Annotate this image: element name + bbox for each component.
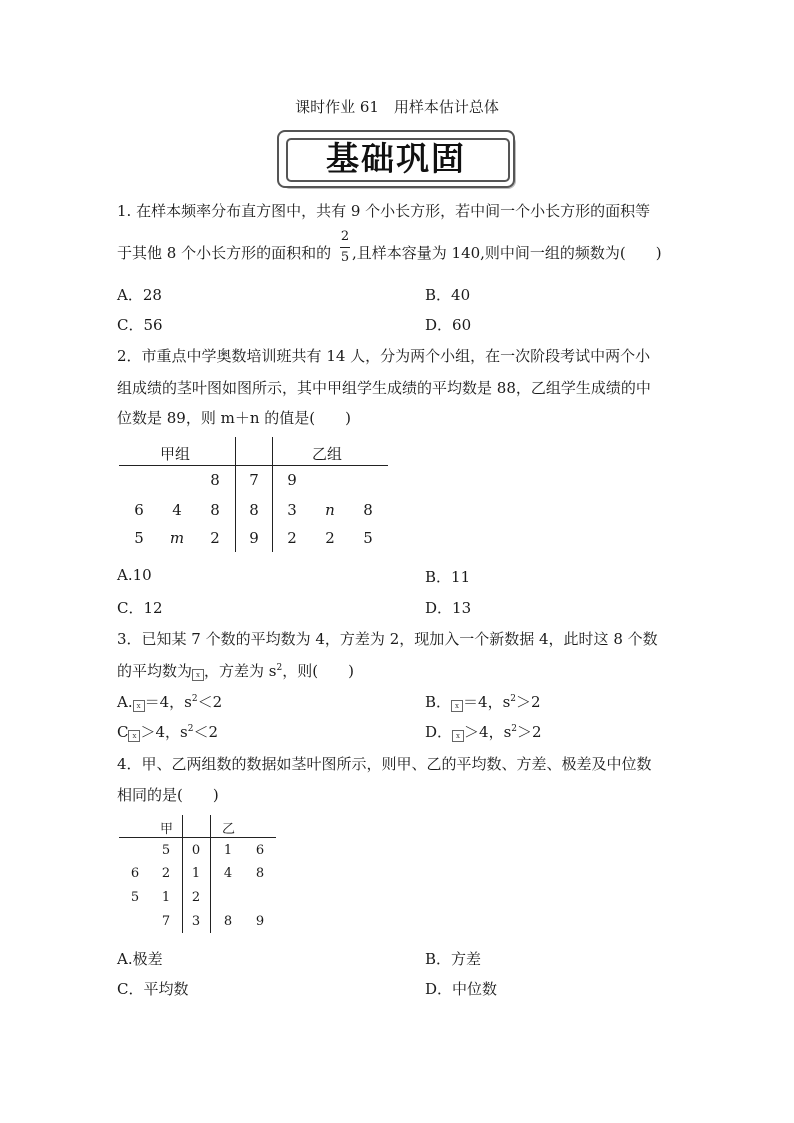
q4-left-leaf: 7 bbox=[161, 914, 171, 929]
q4-stem: 2 bbox=[191, 890, 201, 905]
q2-left-leaf: 4 bbox=[172, 501, 182, 519]
q4-left-leaf: 2 bbox=[161, 866, 171, 881]
q1-line1: 1. 在样本频率分布直方图中，共有 9 个小长方形，若中间一个小长方形的面积等 bbox=[117, 202, 651, 220]
q4-right-leaf: 8 bbox=[255, 866, 265, 881]
q2-right-leaf: 2 bbox=[287, 529, 297, 547]
q1-line2-pre: 于其他 8 个小长方形的面积和的 bbox=[117, 244, 332, 262]
q2-right-leaf: 9 bbox=[287, 471, 297, 489]
q2-stem: 9 bbox=[249, 529, 259, 547]
q2-right-leaf: 8 bbox=[363, 501, 373, 519]
q4-right-leaf: 9 bbox=[255, 914, 265, 929]
q2-right-leaf: 3 bbox=[287, 501, 297, 519]
q4-left-header: 甲 bbox=[160, 822, 174, 837]
q1-frac-num: 2 bbox=[340, 229, 350, 244]
q2-divider-right bbox=[272, 437, 273, 552]
q2-right-leaf: 2 bbox=[325, 529, 335, 547]
q4-stem: 0 bbox=[191, 843, 201, 858]
q2-divider-left bbox=[235, 437, 236, 552]
q4-right-leaf: 6 bbox=[255, 843, 265, 858]
q2-left-leaf: 8 bbox=[210, 471, 220, 489]
q4-option-d: D．中位数 bbox=[425, 980, 498, 998]
q2-left-leaf: 5 bbox=[134, 529, 144, 547]
q4-right-header: 乙 bbox=[222, 822, 236, 837]
q2-line3: 位数是 89，则 m＋n 的值是( ) bbox=[117, 409, 351, 427]
q4-option-a: A.极差 bbox=[117, 950, 163, 968]
page-title: 课时作业 61 用样本估计总体 bbox=[295, 98, 499, 116]
banner-text: 基础巩固 bbox=[326, 139, 466, 178]
q2-option-d: D．13 bbox=[425, 599, 472, 617]
section-banner bbox=[277, 130, 515, 188]
q3-option-a: A. x ＝4，$s^2<2$ bbox=[117, 693, 223, 711]
q1-option-d: D．60 bbox=[425, 316, 472, 334]
q4-stem: 1 bbox=[191, 866, 201, 881]
q4-divider-left bbox=[182, 815, 183, 933]
q4-line2: 相同的是( ) bbox=[117, 786, 219, 804]
x-bar-placeholder-icon: x bbox=[451, 700, 463, 712]
q2-stem: 8 bbox=[249, 501, 259, 519]
q3-line2: 的平均数为 x ，方差为 $s^2$，则( ) bbox=[117, 662, 354, 680]
q2-left-leaf: 2 bbox=[210, 529, 220, 547]
q2-stem: 7 bbox=[249, 471, 259, 489]
q4-stem: 3 bbox=[191, 914, 201, 929]
q4-left-leaf: 6 bbox=[130, 866, 140, 881]
q4-right-leaf: 8 bbox=[223, 914, 233, 929]
q3-option-c: C x ＞4，$s^2<2$ bbox=[117, 723, 219, 741]
q1-option-c: C．56 bbox=[117, 316, 163, 334]
q4-left-leaf: 5 bbox=[161, 843, 171, 858]
x-bar-placeholder-icon: x bbox=[133, 700, 145, 712]
x-bar-placeholder-icon: x bbox=[128, 730, 140, 742]
q2-option-c: C．12 bbox=[117, 599, 163, 617]
q2-option-a: A.10 bbox=[117, 566, 152, 584]
q4-divider-right bbox=[210, 815, 211, 933]
q4-left-leaf: 5 bbox=[130, 890, 140, 905]
q1-frac-den: 5 bbox=[340, 250, 350, 265]
q4-left-leaf: 1 bbox=[161, 890, 171, 905]
q2-right-leaf: 5 bbox=[363, 529, 373, 547]
q2-left-leaf-m: m bbox=[169, 529, 185, 547]
q2-line1: 2．市重点中学奥数培训班共有 14 人，分为两个小组，在一次阶段考试中两个小 bbox=[117, 347, 651, 365]
x-bar-placeholder-icon: x bbox=[192, 669, 204, 681]
q2-right-header: 乙组 bbox=[312, 445, 343, 463]
q1-line2-post: ,且样本容量为 140,则中间一组的频数为( ) bbox=[352, 244, 662, 262]
q2-option-b: B．11 bbox=[425, 568, 471, 586]
q3-option-d: D． x ＞4，$s^2>2$ bbox=[425, 723, 542, 741]
q4-line1: 4．甲、乙两组数的数据如茎叶图所示，则甲、乙的平均数、方差、极差及中位数 bbox=[117, 755, 652, 773]
q2-left-header: 甲组 bbox=[160, 445, 191, 463]
q2-left-leaf: 8 bbox=[210, 501, 220, 519]
q4-right-leaf: 4 bbox=[223, 866, 233, 881]
q4-option-c: C．平均数 bbox=[117, 980, 189, 998]
q1-option-a: A．28 bbox=[117, 286, 162, 304]
x-bar-placeholder-icon: x bbox=[452, 730, 464, 742]
q2-right-leaf-n: n bbox=[325, 501, 335, 519]
q1-frac-bar bbox=[340, 247, 350, 248]
q2-line2: 组成绩的茎叶图如图所示，其中甲组学生成绩的平均数是 88，乙组学生成绩的中 bbox=[117, 379, 651, 397]
q4-option-b: B．方差 bbox=[425, 950, 482, 968]
q4-header-rule bbox=[119, 837, 276, 838]
q2-left-leaf: 6 bbox=[134, 501, 144, 519]
q4-right-leaf: 1 bbox=[223, 843, 233, 858]
q3-option-b: B． x ＝4，$s^2>2$ bbox=[425, 693, 541, 711]
q3-line1: 3．已知某 7 个数的平均数为 4，方差为 2，现加入一个新数据 4，此时这 8 个数 bbox=[117, 630, 658, 648]
q1-option-b: B．40 bbox=[425, 286, 471, 304]
q2-header-rule bbox=[119, 465, 388, 466]
